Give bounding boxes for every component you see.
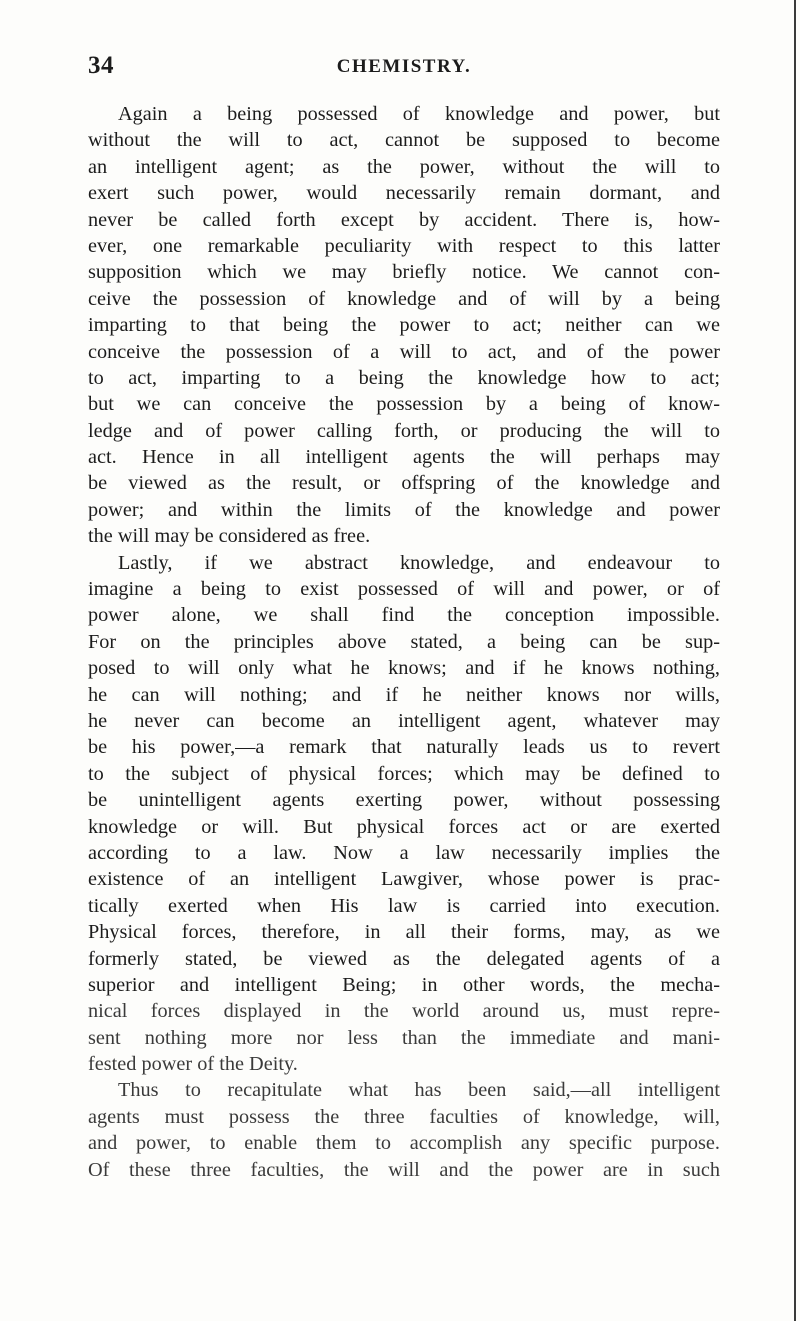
- body-text: [88, 101, 720, 1183]
- text-line: posed to will only what he knows; and if he knows nothing,: [88, 657, 720, 680]
- text-line: agents must possess the three faculties of knowledge, will,: [88, 1105, 720, 1128]
- text-line: imagine a being to exist possessed of will and power, or of: [88, 578, 720, 601]
- text-line: ever, one remarkable peculiarity with respect to this latter: [88, 234, 720, 257]
- running-head: [88, 52, 720, 82]
- text-line: Physical forces, therefore, in all their forms, may, as we: [88, 921, 720, 944]
- text-line: act. Hence in all intelligent agents the will perhaps may: [88, 446, 720, 469]
- text-line: but we can conceive the possession by a being of know-: [88, 393, 720, 416]
- text-line: be his power,—a remark that naturally leads us to revert: [88, 736, 720, 759]
- text-line: the will may be considered as free.: [88, 525, 371, 548]
- text-line: power alone, we shall find the conception impossible.: [88, 604, 720, 627]
- text-line: and power, to enable them to accomplish any specific purpose.: [88, 1132, 720, 1155]
- text-line: exert such power, would necessarily remain dormant, and: [88, 182, 720, 205]
- text-line: he never can become an intelligent agent, whatever may: [88, 709, 720, 732]
- text-line: ceive the possession of knowledge and of will by a being: [88, 287, 720, 310]
- text-line: Thus to recapitulate what has been said,—all intelligent: [118, 1079, 720, 1102]
- text-line: imparting to that being the power to act; neither can we: [88, 314, 720, 337]
- text-line: Lastly, if we abstract knowledge, and endeavour to: [118, 551, 720, 574]
- text-line: fested power of the Deity.: [88, 1053, 298, 1076]
- text-line: power; and within the limits of the knowledge and power: [88, 498, 720, 521]
- running-title: CHEMISTRY.: [336, 56, 472, 77]
- text-line: he can will nothing; and if he neither knows nor wills,: [88, 683, 720, 706]
- text-line: supposition which we may briefly notice. We cannot con-: [88, 261, 720, 284]
- text-line: superior and intelligent Being; in other words, the mecha-: [88, 973, 720, 996]
- text-line: For on the principles above stated, a being can be sup-: [88, 630, 720, 653]
- text-line: knowledge or will. But physical forces act or are exerted: [88, 815, 720, 838]
- text-line: an intelligent agent; as the power, without the will to: [88, 155, 720, 178]
- page-number: 34: [88, 52, 114, 79]
- text-line: Again a being possessed of knowledge and power, but: [118, 103, 720, 125]
- text-line: be viewed as the result, or offspring of the knowledge and: [88, 472, 720, 495]
- text-line: existence of an intelligent Lawgiver, whose power is prac-: [88, 868, 720, 891]
- text-line: Of these three faculties, the will and the power are in such: [88, 1158, 720, 1181]
- text-line: to act, imparting to a being the knowledge how to act;: [88, 366, 720, 389]
- text-line: ledge and of power calling forth, or producing the will to: [88, 419, 720, 442]
- text-line: formerly stated, be viewed as the delegated agents of a: [88, 947, 720, 970]
- page-edge-line: [794, 0, 796, 1321]
- text-line: nical forces displayed in the world around us, must repre-: [88, 1000, 720, 1023]
- text-line: conceive the possession of a will to act, and of the power: [88, 340, 720, 363]
- text-line: never be called forth except by accident. There is, how-: [88, 208, 720, 231]
- text-line: be unintelligent agents exerting power, without possessing: [88, 789, 720, 812]
- text-line: tically exerted when His law is carried into execution.: [88, 894, 720, 917]
- text-line: according to a law. Now a law necessarily implies the: [88, 841, 720, 864]
- text-line: without the will to act, cannot be supposed to become: [88, 129, 720, 152]
- text-line: sent nothing more nor less than the immediate and mani-: [88, 1026, 720, 1049]
- text-line: to the subject of physical forces; which may be defined to: [88, 762, 720, 785]
